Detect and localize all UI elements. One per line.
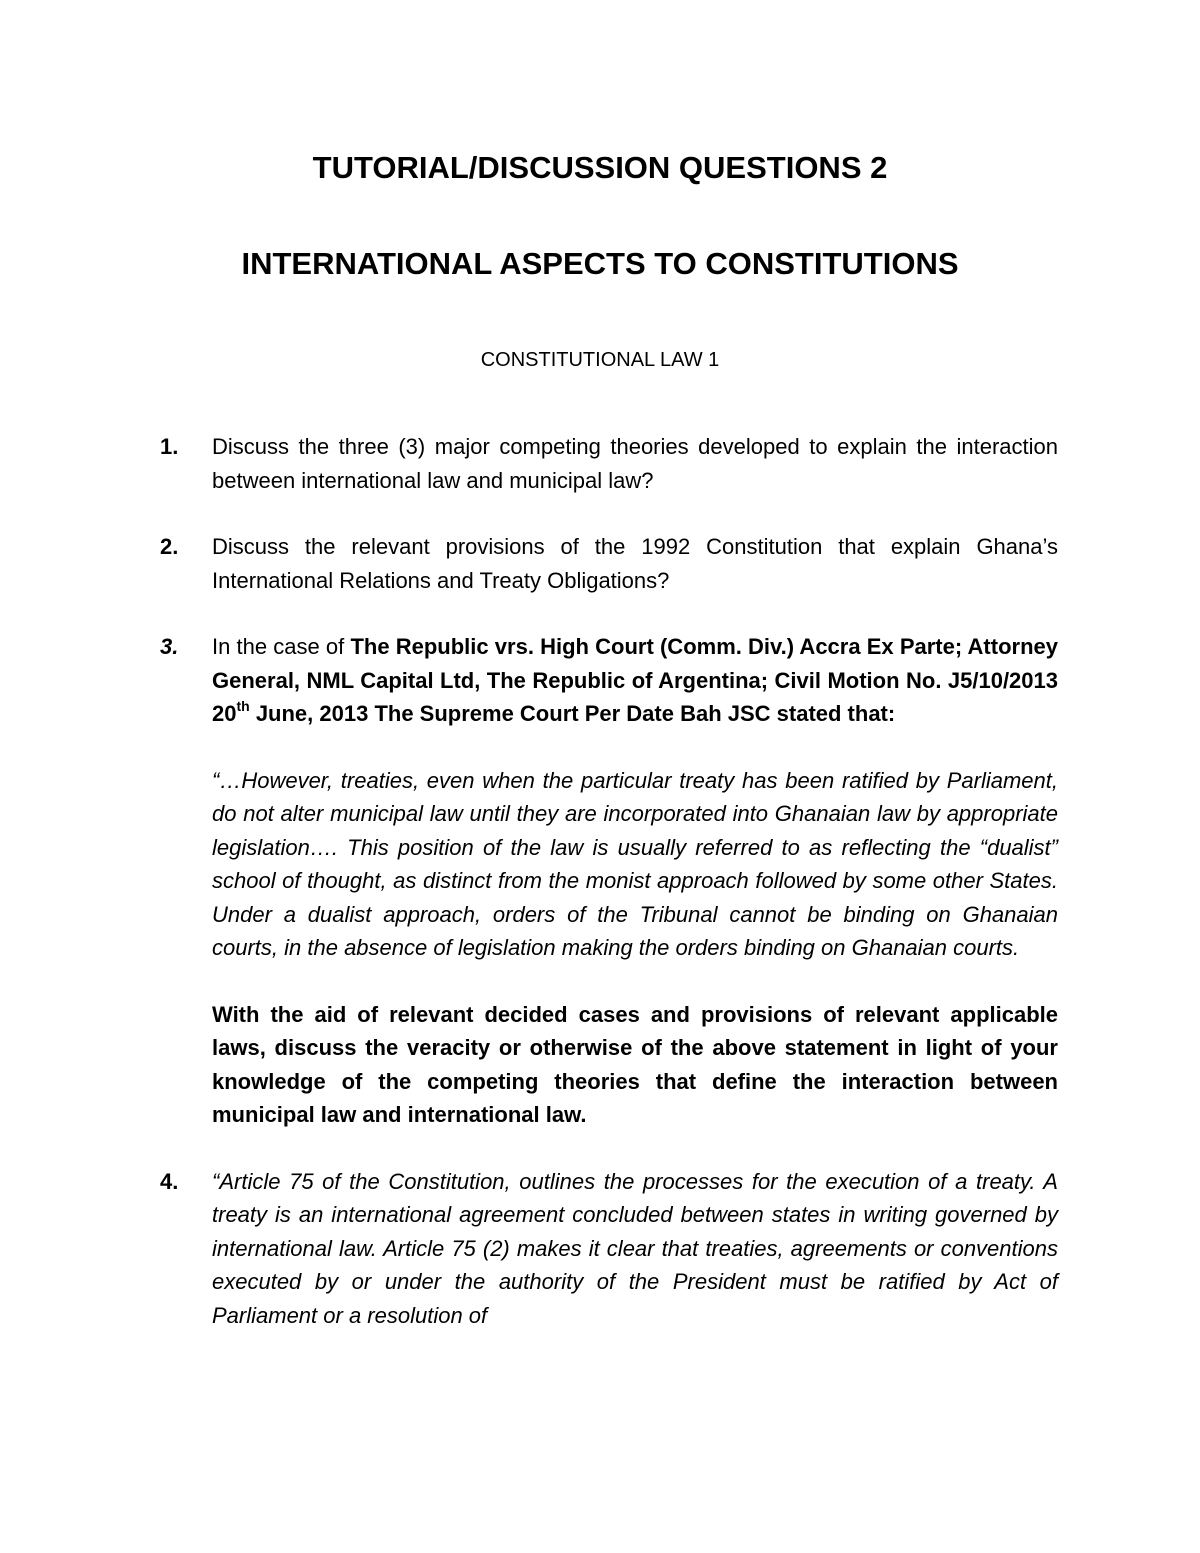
page-title: TUTORIAL/DISCUSSION QUESTIONS 2	[312, 150, 888, 185]
question-list	[160, 430, 1058, 1332]
question-1	[160, 430, 1058, 497]
question-number: 4.	[160, 1168, 179, 1194]
question-number: 1.	[160, 434, 179, 459]
case-citation: The Republic vrs. High Court (Comm. Div.) Accra Ex Parte; Attorney General, NML Capital Ltd, The Republic of Argentina; Civil Motion No. J5/10/2013 20	[212, 634, 1058, 726]
course-name: CONSTITUTIONAL LAW 1	[480, 349, 720, 371]
question-text: Discuss the three (3) major competing theories developed to explain the interaction between international law and municipal law?	[212, 434, 1058, 493]
page-subtitle: INTERNATIONAL ASPECTS TO CONSTITUTIONS	[241, 246, 959, 281]
question-3	[160, 630, 1058, 1132]
question-text: Discuss the relevant provisions of the 1992 Constitution that explain Ghana’s International Relations and Treaty Obligations?	[212, 534, 1058, 593]
question-instruction: With the aid of relevant decided cases and provisions of relevant applicable laws, discuss the veracity or otherwise of the above statement in light of your knowledge of the competing theories that define the interaction between municipal law and international law.	[212, 1001, 1058, 1127]
question-text: “Article 75 of the Constitution, outlines the processes for the execution of a treaty. A treaty is an international agreement concluded between states in writing governed by international law. Article 75 (2) makes it clear that treaties, agreements or conventions executed by or under the authority of the President must be ratified by Act of Parliament or a resolution of	[212, 1168, 1058, 1328]
question-number: 3.	[160, 634, 179, 659]
case-quote: “…However, treaties, even when the particular treaty has been ratified by Parliament, do not alter municipal law until they are incorporated into Ghanaian law by appropriate legislation…. This position of the law is usually referred to as reflecting the “dualist” school of thought, as distinct from the monist approach followed by some other States. Under a dualist approach, orders of the Tribunal cannot be binding on Ghanaian courts, in the absence of legislation making the orders binding on Ghanaian courts.	[212, 767, 1058, 960]
question-text	[212, 630, 1058, 731]
question-2	[160, 530, 1058, 597]
case-date-superscript: th	[236, 698, 250, 714]
case-citation-end: June, 2013 The Supreme Court Per Date Bah JSC stated that:	[249, 701, 896, 726]
question-4	[160, 1165, 1058, 1333]
question-lead: In the case of	[212, 634, 351, 659]
question-number: 2.	[160, 534, 179, 559]
